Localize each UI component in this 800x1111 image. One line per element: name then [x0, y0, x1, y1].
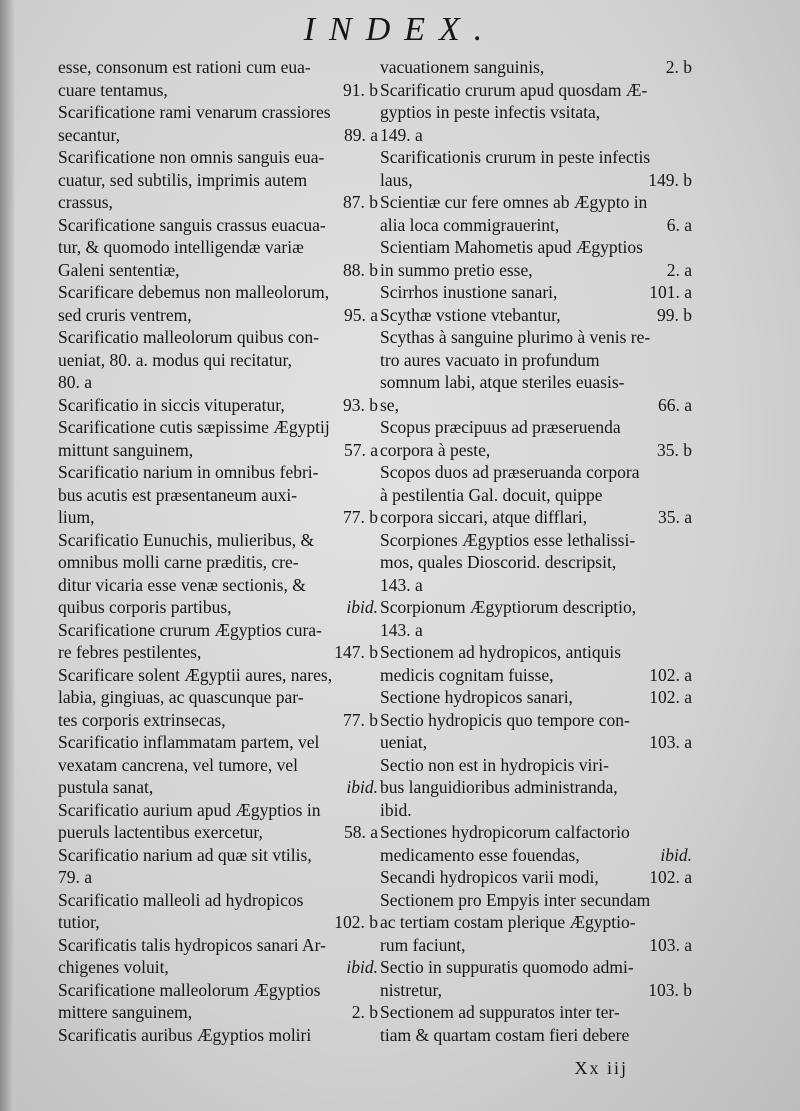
entry-line: tur, & quomodo intelligendæ variæ — [58, 237, 304, 257]
index-entry — [380, 529, 692, 597]
page-title: INDEX. — [303, 11, 497, 48]
page-reference: 103. a — [649, 732, 692, 752]
index-entry — [58, 394, 378, 417]
entry-text: Scythæ vstione vtebantur, — [380, 304, 561, 325]
index-entry — [380, 866, 692, 889]
index-entry — [58, 101, 378, 146]
entry-text: quibus corporis partibus, — [58, 597, 232, 617]
index-entry — [380, 79, 692, 147]
entry-line — [58, 596, 378, 619]
right-column — [380, 56, 692, 1046]
entry-line: Scarificatio malleoli ad hydropicos — [58, 889, 304, 910]
index-entry — [380, 146, 692, 191]
entry-text: medicis cognitam fuisse, — [380, 664, 554, 685]
left-column — [58, 56, 378, 1046]
entry-line: ac tertiam costam plerique Ægyptio- — [380, 912, 636, 932]
entry-line: Scarificatio crurum apud quosdam Æ- — [380, 79, 648, 100]
entry-line: Sectionem pro Empyis inter secundam — [380, 889, 651, 910]
index-entry — [58, 619, 378, 664]
index-entry — [58, 214, 378, 282]
entry-line — [58, 79, 378, 102]
entry-text: corpora siccari, atque difflari, — [380, 507, 588, 527]
entry-line: Scarificationis crurum in peste infectis — [380, 147, 651, 167]
index-entry — [58, 889, 378, 934]
catchword: Xx iij — [574, 1058, 628, 1078]
page-reference: ibid. — [660, 844, 692, 865]
entry-text: chigenes voluit, — [58, 957, 169, 977]
index-entry — [58, 281, 378, 326]
entry-text: lium, — [58, 507, 95, 527]
page-reference: 89. a — [343, 124, 378, 145]
entry-text: Galeni sententiæ, — [58, 259, 180, 280]
entry-line — [380, 844, 692, 867]
entry-line: se, 66. a — [380, 394, 692, 415]
entry-line: tro aures vacuato in profundum — [380, 349, 600, 370]
entry-line: Scarificatione non omnis sanguis eua- — [58, 147, 325, 167]
entry-line: ueniat, 80. a. modus qui recitatur, — [58, 349, 293, 370]
index-entry — [58, 799, 378, 844]
entry-line: Scopus præcipuus ad præseruenda — [380, 417, 621, 437]
index-entry — [380, 754, 692, 822]
entry-text: mittere sanguinem, — [58, 1002, 193, 1022]
entry-line — [58, 776, 378, 799]
index-entry — [380, 956, 692, 1001]
page-reference: 102. a — [649, 867, 692, 887]
page-edge-shadow — [0, 0, 14, 1111]
entry-line: esse, consonum est rationi cum eua- — [58, 57, 311, 77]
entry-text: crassus, — [58, 192, 113, 212]
entry-line — [380, 934, 692, 957]
entry-line: omnibus molli carne præditis, cre- — [58, 552, 299, 572]
entry-line: Scarificatione malleolorum Ægyptios — [58, 979, 321, 1000]
entry-line — [58, 821, 378, 844]
page-reference: 103. b — [648, 979, 692, 1000]
index-entry — [380, 326, 692, 416]
entry-line: 79. a — [58, 867, 93, 887]
entry-line — [58, 394, 378, 417]
page-reference: 2. b — [351, 1002, 378, 1022]
index-entry — [380, 304, 692, 327]
entry-text: vacuationem sanguinis, — [380, 57, 545, 77]
entry-line: Sectionem ad hydropicos, antiquis — [380, 642, 622, 662]
entry-line — [380, 979, 692, 1002]
entry-line — [58, 641, 378, 664]
page-reference: 103. a — [649, 934, 692, 955]
index-entry — [380, 191, 692, 236]
entry-line: 143. a — [380, 619, 423, 640]
entry-line: Scorpionum Ægyptiorum descriptio, — [380, 597, 637, 617]
entry-line: Scarificatione sanguis crassus euacua- — [58, 214, 326, 235]
index-entry — [380, 281, 692, 304]
entry-line: Scarificatio aurium apud Ægyptios in — [58, 799, 321, 820]
index-entry — [380, 596, 692, 641]
entry-text: Secandi hydropicos varii modi, — [380, 867, 599, 887]
entry-text: sed cruris ventrem, — [58, 304, 192, 325]
entry-text: ueniat, — [380, 732, 428, 752]
entry-text: pustula sanat, — [58, 777, 154, 797]
page-reference: 149. b — [648, 169, 692, 190]
entry-line — [380, 731, 692, 754]
entry-line: Scorpiones Ægyptios esse lethalissi- — [380, 529, 636, 550]
entry-line — [58, 709, 378, 732]
index-entry — [380, 461, 692, 529]
page-reference: 99. b — [657, 304, 692, 325]
entry-text: mittunt sanguinem, — [58, 439, 194, 460]
entry-line — [58, 439, 378, 462]
entry-text: tutior, — [58, 912, 100, 932]
entry-line: cuatur, sed subtilis, imprimis autem — [58, 169, 308, 190]
entry-line: tiam & quartam costam fieri debere — [380, 1024, 630, 1045]
entry-line: à pestilentia Gal. docuit, quippe — [380, 484, 603, 505]
index-entry — [58, 731, 378, 799]
entry-line: 143. a — [380, 574, 423, 595]
entry-line: Sectio hydropicis quo tempore con- — [380, 709, 630, 730]
entry-line: Scarificatio narium ad quæ sit vtilis, — [58, 844, 312, 865]
entry-line: Scarificare solent Ægyptii aures, nares, — [58, 664, 333, 685]
entry-line: Scarificatis auribus Ægyptios moliri — [58, 1024, 312, 1045]
entry-line: Scarificatio inflammatam partem, vel — [58, 732, 320, 752]
entry-line: Scarificatio Eunuchis, mulieribus, & — [58, 529, 315, 550]
entry-text: tes corporis extrinsecas, — [58, 709, 226, 730]
page-reference: 93. b — [343, 394, 378, 415]
page-reference: 2. a — [666, 259, 692, 280]
entry-text: in summo pretio esse, — [380, 259, 533, 280]
entry-text: laus, — [380, 169, 413, 190]
entry-line — [58, 956, 378, 979]
index-entry — [58, 461, 378, 529]
entry-line: mos, quales Dioscorid. descripsit, — [380, 552, 617, 572]
entry-line — [380, 686, 692, 709]
entry-line — [380, 304, 692, 327]
entry-line: Scarificatione rami venarum crassiores — [58, 102, 331, 122]
entry-line: labia, gingiuas, ac quascunque par- — [58, 687, 304, 707]
index-entry — [58, 56, 378, 101]
entry-line: ibid. — [380, 799, 412, 820]
index-entry — [58, 844, 378, 889]
entry-line: somnum labi, atque steriles euasis- — [380, 372, 625, 392]
index-entry — [380, 709, 692, 754]
entry-line: Scarificatio narium in omnibus febri- — [58, 462, 319, 482]
entry-line: Scythas à sanguine plurimo à venis re- — [380, 327, 651, 347]
entry-line: Scarificatione cutis sæpissime Ægyptij — [58, 417, 330, 437]
entry-line: Sectio non est in hydropicis viri- — [380, 754, 609, 775]
entry-line: Sectiones hydropicorum calfactorio — [380, 822, 630, 842]
entry-text: Scirrhos inustione sanari, — [380, 282, 558, 302]
entry-line — [380, 439, 692, 462]
entry-line: Scientiam Mahometis apud Ægyptios — [380, 237, 643, 257]
page-reference: 147. b — [334, 642, 378, 662]
entry-line: vexatam cancrena, vel tumore, vel — [58, 754, 299, 775]
entry-text: Sectione hydropicos sanari, — [380, 687, 573, 707]
index-entry — [58, 1024, 378, 1047]
entry-text: Scarificatio in siccis vituperatur, — [58, 394, 285, 415]
entry-line — [380, 281, 692, 304]
page-reference: 102. b — [334, 912, 378, 932]
page-reference: 57. a — [343, 439, 378, 460]
index-entry — [58, 146, 378, 214]
entry-line — [380, 214, 692, 237]
entry-line: Scarificatione crurum Ægyptios cura- — [58, 619, 322, 640]
page-reference: 35. b — [657, 439, 692, 460]
entry-text: corpora à peste, — [380, 439, 491, 460]
index-entry — [380, 686, 692, 709]
index-entry — [380, 236, 692, 281]
entry-line — [58, 304, 378, 327]
entry-line: ditur vicaria esse venæ sectionis, & — [58, 574, 306, 595]
page-reference: 6. a — [666, 214, 692, 235]
entry-line: Scarificare debemus non malleolorum, — [58, 282, 330, 302]
index-entry — [380, 641, 692, 686]
page-reference: 102. a — [649, 664, 692, 685]
entry-text: re febres pestilentes, — [58, 642, 202, 662]
entry-line: Scarificatio malleolorum quibus con- — [58, 327, 319, 347]
entry-text: cuare tentamus, — [58, 79, 168, 100]
entry-line — [380, 259, 692, 282]
entry-line: gyptios in peste infectis vsitata, — [380, 102, 601, 122]
index-entry — [380, 56, 692, 79]
entry-text: alia loca commigrauerint, — [380, 214, 560, 235]
entry-line: 80. a — [58, 372, 93, 392]
page-reference: 88. b — [343, 259, 378, 280]
page-reference: 58. a — [343, 822, 378, 842]
page-reference: 95. a — [343, 304, 378, 325]
entry-text: rum faciunt, — [380, 934, 466, 955]
entry-text: medicamento esse fouendas, — [380, 844, 580, 865]
page-reference: 2. b — [665, 57, 692, 77]
page-reference: 77. b — [343, 709, 378, 730]
page-reference: ibid. — [346, 777, 378, 797]
page-reference: ibid. — [346, 597, 378, 617]
page-reference: 77. b — [343, 507, 378, 527]
page-reference: 66. a — [657, 394, 692, 415]
index-entry — [380, 889, 692, 957]
page-reference: 101. a — [649, 282, 692, 302]
index-entry — [380, 1001, 692, 1046]
entry-line: Scopos duos ad præseruanda corpora — [380, 462, 640, 482]
index-entry — [58, 416, 378, 461]
index-entry — [58, 529, 378, 619]
page-reference: 102. a — [649, 687, 692, 707]
index-entry — [58, 326, 378, 394]
entry-line — [58, 506, 378, 529]
entry-line: bus languidioribus administranda, — [380, 777, 618, 797]
page-reference: 91. b — [343, 79, 378, 100]
entry-line: Sectio in suppuratis quomodo admi- — [380, 957, 634, 977]
entry-line — [58, 911, 378, 934]
entry-line: Scarificatis talis hydropicos sanari Ar- — [58, 934, 326, 955]
page-reference: 35. a — [657, 507, 692, 527]
entry-line: Sectionem ad suppuratos inter ter- — [380, 1002, 620, 1022]
entry-line: Scientiæ cur fere omnes ab Ægypto in — [380, 192, 648, 212]
entry-text: nistretur, — [380, 979, 442, 1000]
index-entry — [58, 664, 378, 732]
entry-line — [58, 124, 378, 147]
entry-line: bus acutis est præsentaneum auxi- — [58, 484, 298, 505]
index-entry — [58, 979, 378, 1024]
entry-text: secantur, — [58, 124, 120, 145]
entry-line — [380, 664, 692, 687]
entry-line — [58, 259, 378, 282]
entry-line — [380, 866, 692, 889]
entry-line — [58, 191, 378, 214]
index-entry — [58, 934, 378, 979]
page-reference: 87. b — [343, 192, 378, 212]
entry-line: 149. a — [380, 124, 423, 145]
entry-line — [58, 1001, 378, 1024]
entry-line — [380, 169, 692, 192]
entry-line — [380, 56, 692, 79]
index-entry — [380, 416, 692, 461]
entry-line — [380, 506, 692, 529]
page-reference: ibid. — [346, 957, 378, 977]
index-entry — [380, 821, 692, 866]
entry-text: pueruls lactentibus exercetur, — [58, 822, 263, 842]
